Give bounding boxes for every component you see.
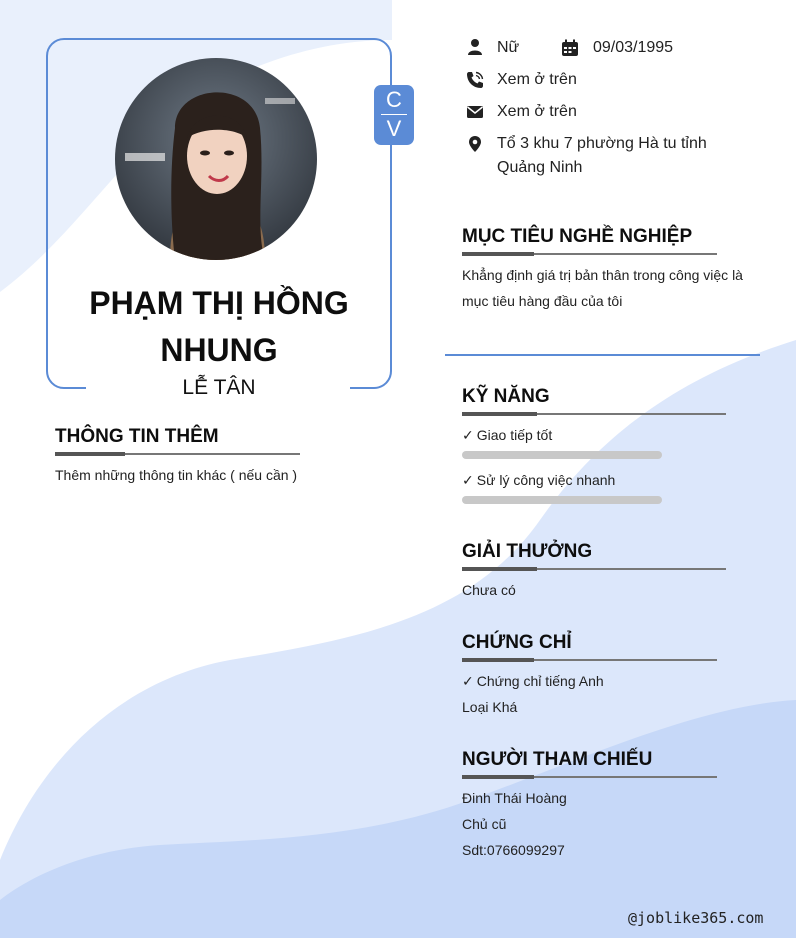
skill-level-bar — [462, 451, 662, 459]
cv-badge-letter-c: C — [386, 87, 402, 112]
awards-rule — [462, 568, 726, 570]
section-divider — [445, 354, 760, 356]
user-icon — [466, 38, 484, 56]
objective-text-line-2: mục tiêu hàng đầu của tôi — [462, 293, 623, 309]
certificate-item — [462, 673, 604, 690]
references-title: NGƯỜI THAM CHIẾU — [462, 749, 653, 770]
cv-badge-separator — [381, 114, 407, 115]
awards-text: Chưa có — [462, 582, 516, 598]
certificate-grade: Loại Khá — [462, 699, 518, 715]
skill-label: Giao tiếp tốt — [476, 427, 553, 443]
certificates-rule — [462, 659, 717, 661]
cv-badge-letter-v: V — [386, 116, 402, 141]
certificate-label: Chứng chỉ tiếng Anh — [476, 673, 604, 689]
mail-icon — [466, 103, 484, 121]
extra-info-rule — [55, 453, 300, 455]
check-icon: ✓ — [462, 427, 474, 443]
phone-icon — [466, 71, 484, 89]
reference-name: Đinh Thái Hoàng — [462, 790, 567, 806]
references-rule — [462, 776, 717, 778]
skill-label: Sử lý công việc nhanh — [476, 472, 616, 488]
extra-info-title: THÔNG TIN THÊM — [55, 426, 219, 447]
phone-value: Xem ở trên — [497, 71, 577, 88]
objective-text-line-1: Khẳng định giá trị bản thân trong công việc là — [462, 267, 743, 283]
check-icon: ✓ — [462, 472, 474, 488]
reference-role: Chủ cũ — [462, 816, 507, 832]
skill-item — [462, 472, 615, 489]
objective-title: MỤC TIÊU NGHỀ NGHIỆP — [462, 226, 693, 247]
objective-rule — [462, 253, 717, 255]
birthday-value: 09/03/1995 — [593, 39, 674, 56]
extra-info-text: Thêm những thông tin khác ( nếu cần ) — [55, 467, 298, 483]
skill-level-bar — [462, 496, 662, 504]
cv-badge — [374, 85, 414, 145]
calendar-icon — [561, 39, 579, 57]
gender-value: Nữ — [497, 39, 520, 56]
location-icon — [466, 135, 484, 153]
avatar — [115, 58, 317, 260]
check-icon: ✓ — [462, 673, 474, 689]
skill-item — [462, 427, 552, 444]
certificates-title: CHỨNG CHỈ — [462, 632, 572, 653]
reference-phone: Sdt:0766099297 — [462, 842, 565, 858]
address-value: Tổ 3 khu 7 phường Hà tu tỉnh Quảng Ninh — [497, 135, 707, 176]
skills-rule — [462, 413, 726, 415]
awards-title: GIẢI THƯỞNG — [462, 541, 593, 562]
candidate-name: PHẠM THỊ HỒNG NHUNG — [89, 285, 349, 368]
watermark: @joblike365.com — [628, 909, 764, 927]
candidate-position: LỄ TÂN — [182, 376, 256, 399]
skills-title: KỸ NĂNG — [462, 386, 550, 407]
email-value: Xem ở trên — [497, 103, 577, 120]
